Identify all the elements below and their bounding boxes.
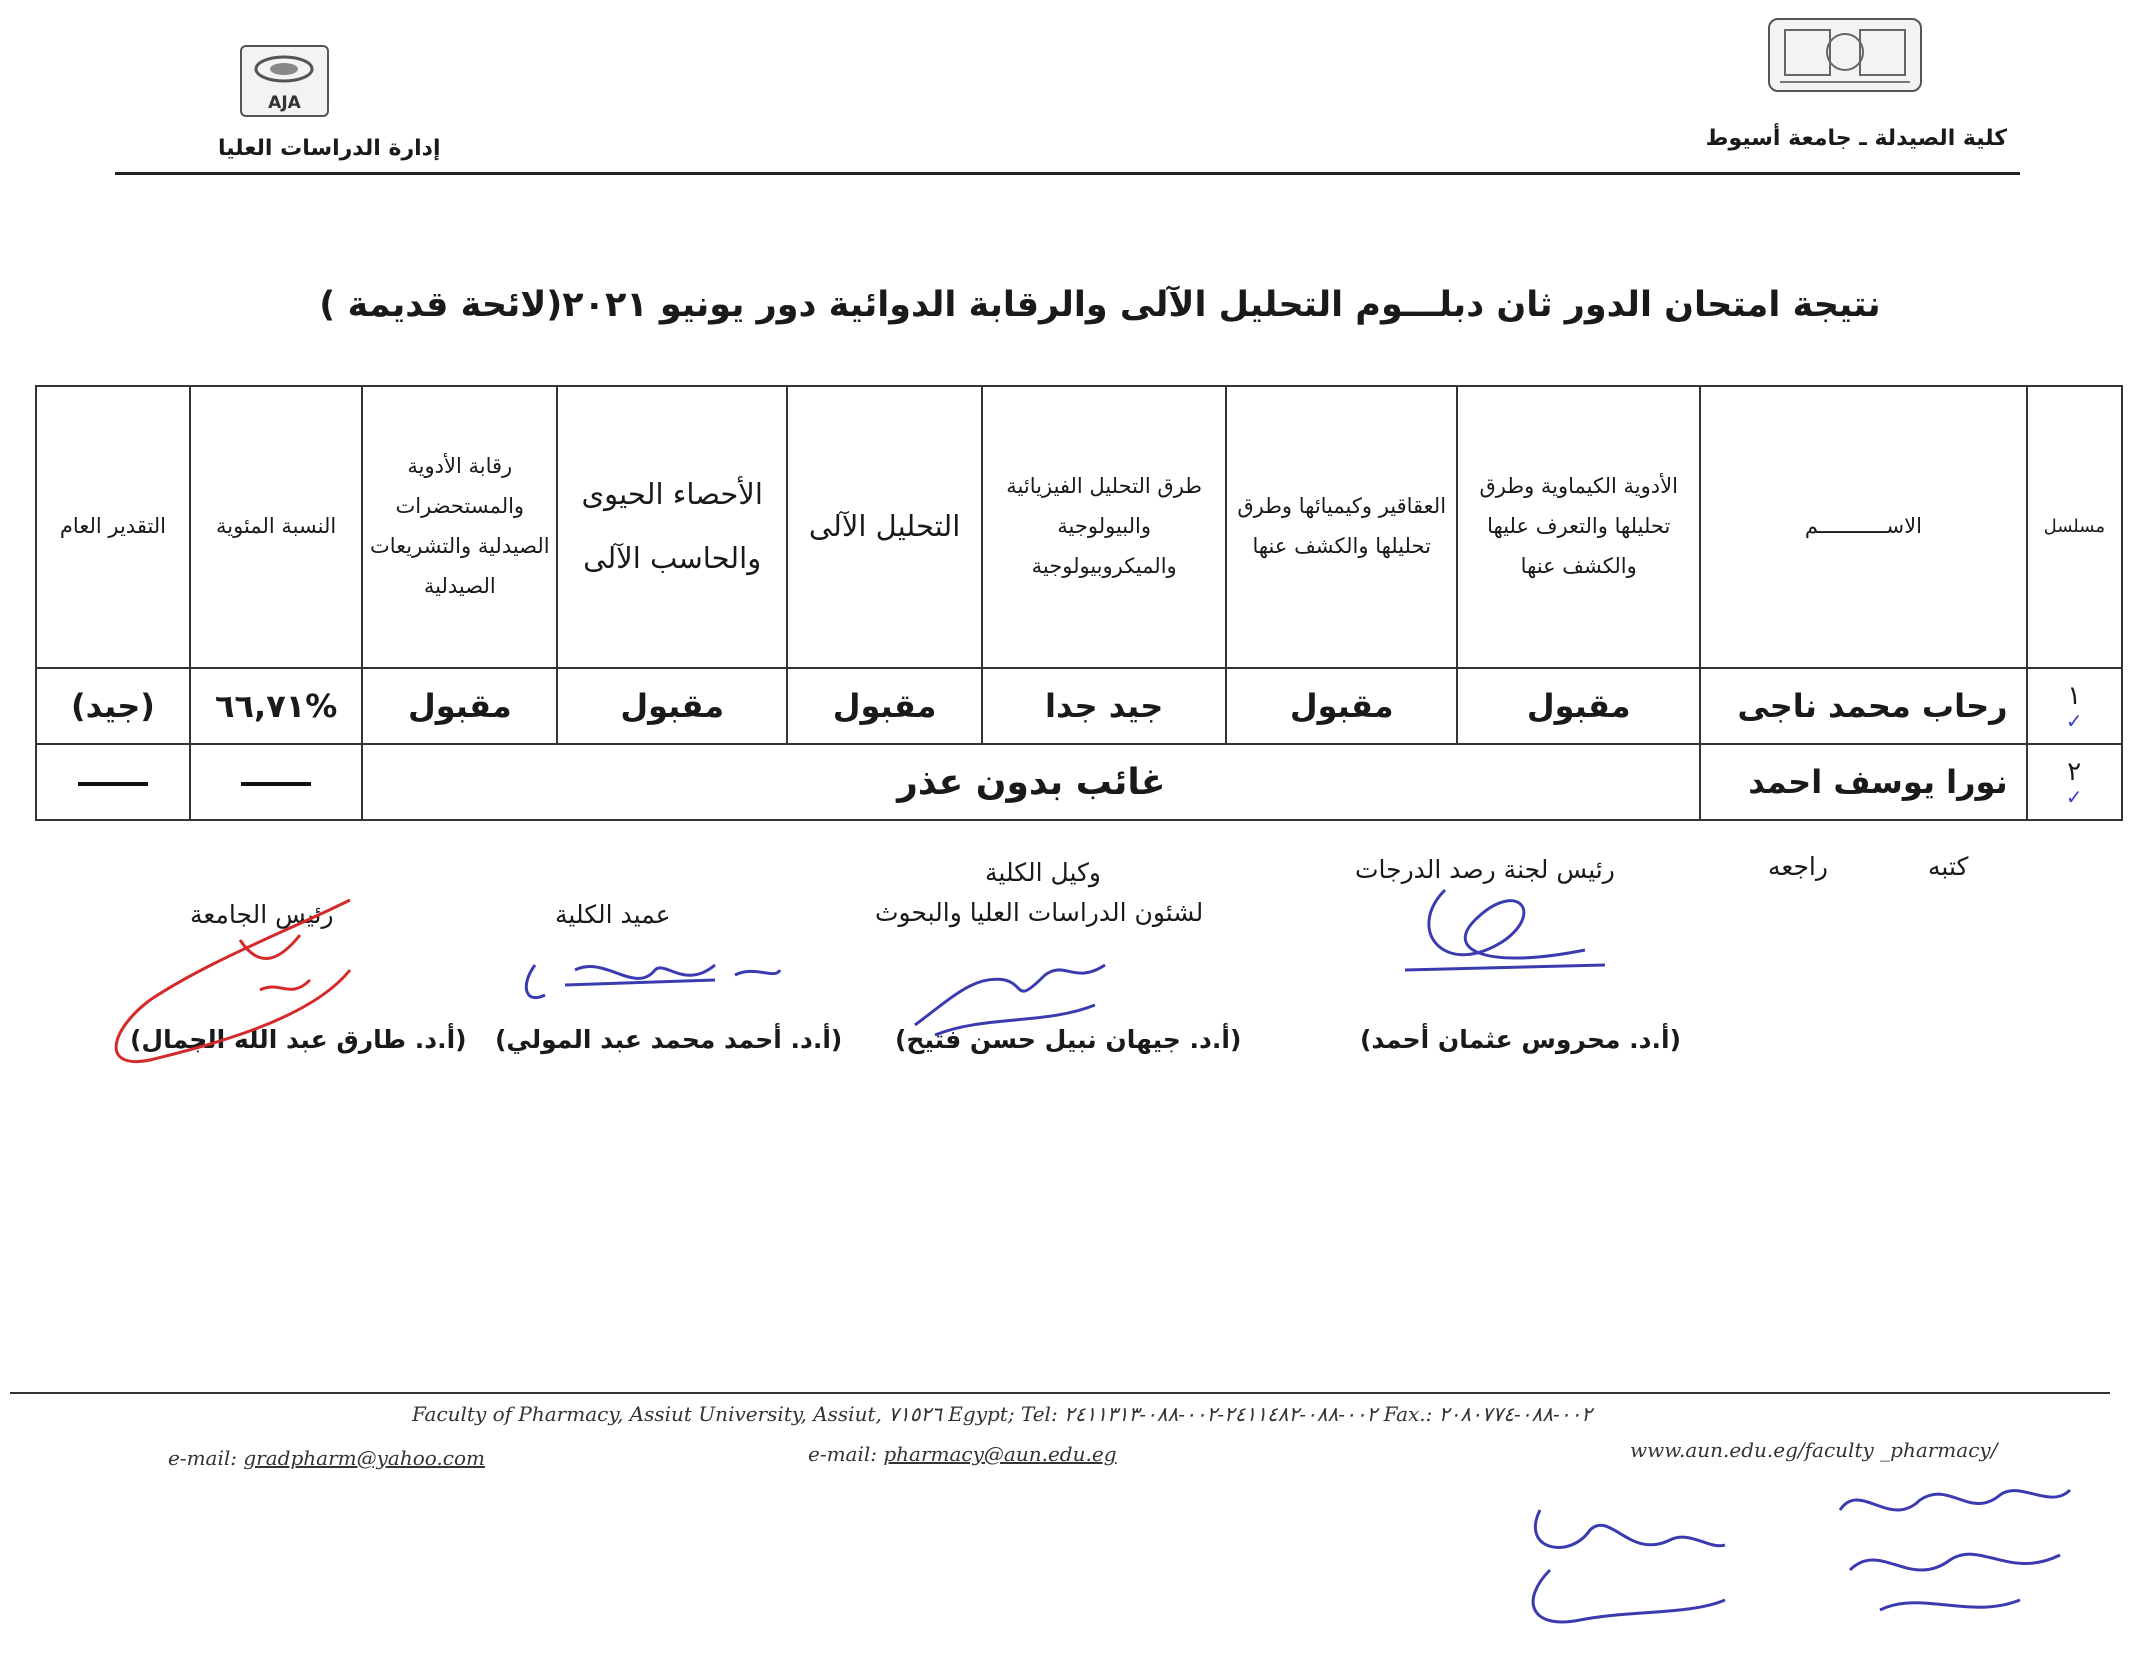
table-row [36,744,2122,820]
footer-email-faculty [808,1442,1117,1466]
president-signature [90,880,370,1080]
faculty-header-text: كلية الصيدلة ـ جامعة أسيوط [1705,126,2007,151]
committee-chair-name: (أ.د. محروس عثمان أحمد) [1360,1025,1681,1054]
written-by-label: كتبه [1928,852,1969,881]
percentage-empty [190,744,362,820]
header-subject-1: الأدوية الكيماوية وطرق تحليلها والتعرف عليها والكشف عنها [1457,386,1700,668]
department-emblem-icon [242,47,327,92]
department-logo [240,45,329,117]
header-subject-6: رقابة الأدوية والمستحضرات الصيدلية والتشريعات الصيدلية [362,386,557,668]
header-serial: مسلسل [2027,386,2122,668]
faculty-seal-icon [1770,20,1920,90]
committee-signature [1385,870,1615,1000]
vice-dean-title: وكيل الكلية [985,858,1101,887]
student-name: نورا يوسف احمد [1700,744,2026,820]
faculty-logo [1768,18,1922,92]
grade-subject-2: مقبول [1226,668,1457,744]
header-subject-3: طرق التحليل الفيزيائية والبيولوجية والميكروبيولوجية [982,386,1226,668]
department-logo-text: AJA [268,93,301,113]
graduate-email-link[interactable]: gradpharm@yahoo.com [243,1446,485,1470]
overall-grade-value: (جيد) [36,668,190,744]
results-table [35,385,2123,821]
vice-dean-name: (أ.د. جيهان نبيل حسن فتيح) [895,1025,1242,1054]
overall-grade-empty [36,744,190,820]
footer-website[interactable]: www.aun.edu.eg/faculty _pharmacy/ [1630,1438,1998,1462]
handwritten-note-right [1820,1470,2080,1630]
header-overall-grade: التقدير العام [36,386,190,668]
email-label: e-mail: [808,1442,878,1466]
grade-subject-1: مقبول [1457,668,1700,744]
header-subject-4: التحليل الآلى [787,386,982,668]
grade-subject-6: مقبول [362,668,557,744]
header-name: الاســـــــــــم [1700,386,2026,668]
percentage-value: %٦٦,٧١ [190,668,362,744]
graduate-studies-header-text: إدارة الدراسات العليا [218,136,441,161]
grade-subject-5: مقبول [557,668,787,744]
email-label: e-mail: [168,1446,238,1470]
table-header-row [36,386,2122,668]
handwritten-note-left [1510,1490,1740,1640]
absent-status: غائب بدون عذر [362,744,1700,820]
university-president-name: (أ.د. طارق عبد الله الجمال) [130,1025,467,1054]
row-serial: ٢ ✓ [2027,744,2122,820]
reviewed-by-label: راجعه [1768,852,1828,881]
row-serial: ١ ✓ [2027,668,2122,744]
header-percentage: النسبة المئوية [190,386,362,668]
header-subject-5: الأحصاء الحيوى والحاسب الآلى [557,386,787,668]
table-row [36,668,2122,744]
footer-email-graduate [168,1446,485,1470]
header-subject-2: العقاقير وكيميائها وطرق تحليلها والكشف عنها [1226,386,1457,668]
grade-subject-3: جيد جدا [982,668,1226,744]
student-name: رحاب محمد ناجى [1700,668,2026,744]
dean-name: (أ.د. أحمد محمد عبد المولي) [495,1025,843,1054]
header-divider [115,172,2020,175]
faculty-email-link[interactable]: pharmacy@aun.edu.eg [883,1442,1117,1466]
vice-dean-title-line-2: لشئون الدراسات العليا والبحوث [875,898,1204,927]
dean-title: عميد الكلية [555,900,671,929]
footer-divider [10,1392,2110,1394]
university-president-title: رئيس الجامعة [190,900,334,929]
grade-subject-4: مقبول [787,668,982,744]
committee-chair-title: رئيس لجنة رصد الدرجات [1355,855,1615,884]
document-title: نتيجة امتحان الدور ثان دبلـــوم التحليل الآلى والرقابة الدوائية دور يونيو ٢٠٢١(لائحة قديمة ) [319,285,1881,325]
footer-address: Faculty of Pharmacy, Assiut University, Assiut, ٧١٥٢٦ Egypt; Tel: ٠٠٢-٠٨٨-٢٤١١٤٨٢-٠٠٢-٠٨٨-٢٤١١٣١٣ Fax.: ٠٠٢-٠٨٨-٢٠٨٠٧٧٤ [412,1402,1592,1426]
dean-signature [515,935,795,1015]
vice-dean-signature [895,935,1125,1045]
